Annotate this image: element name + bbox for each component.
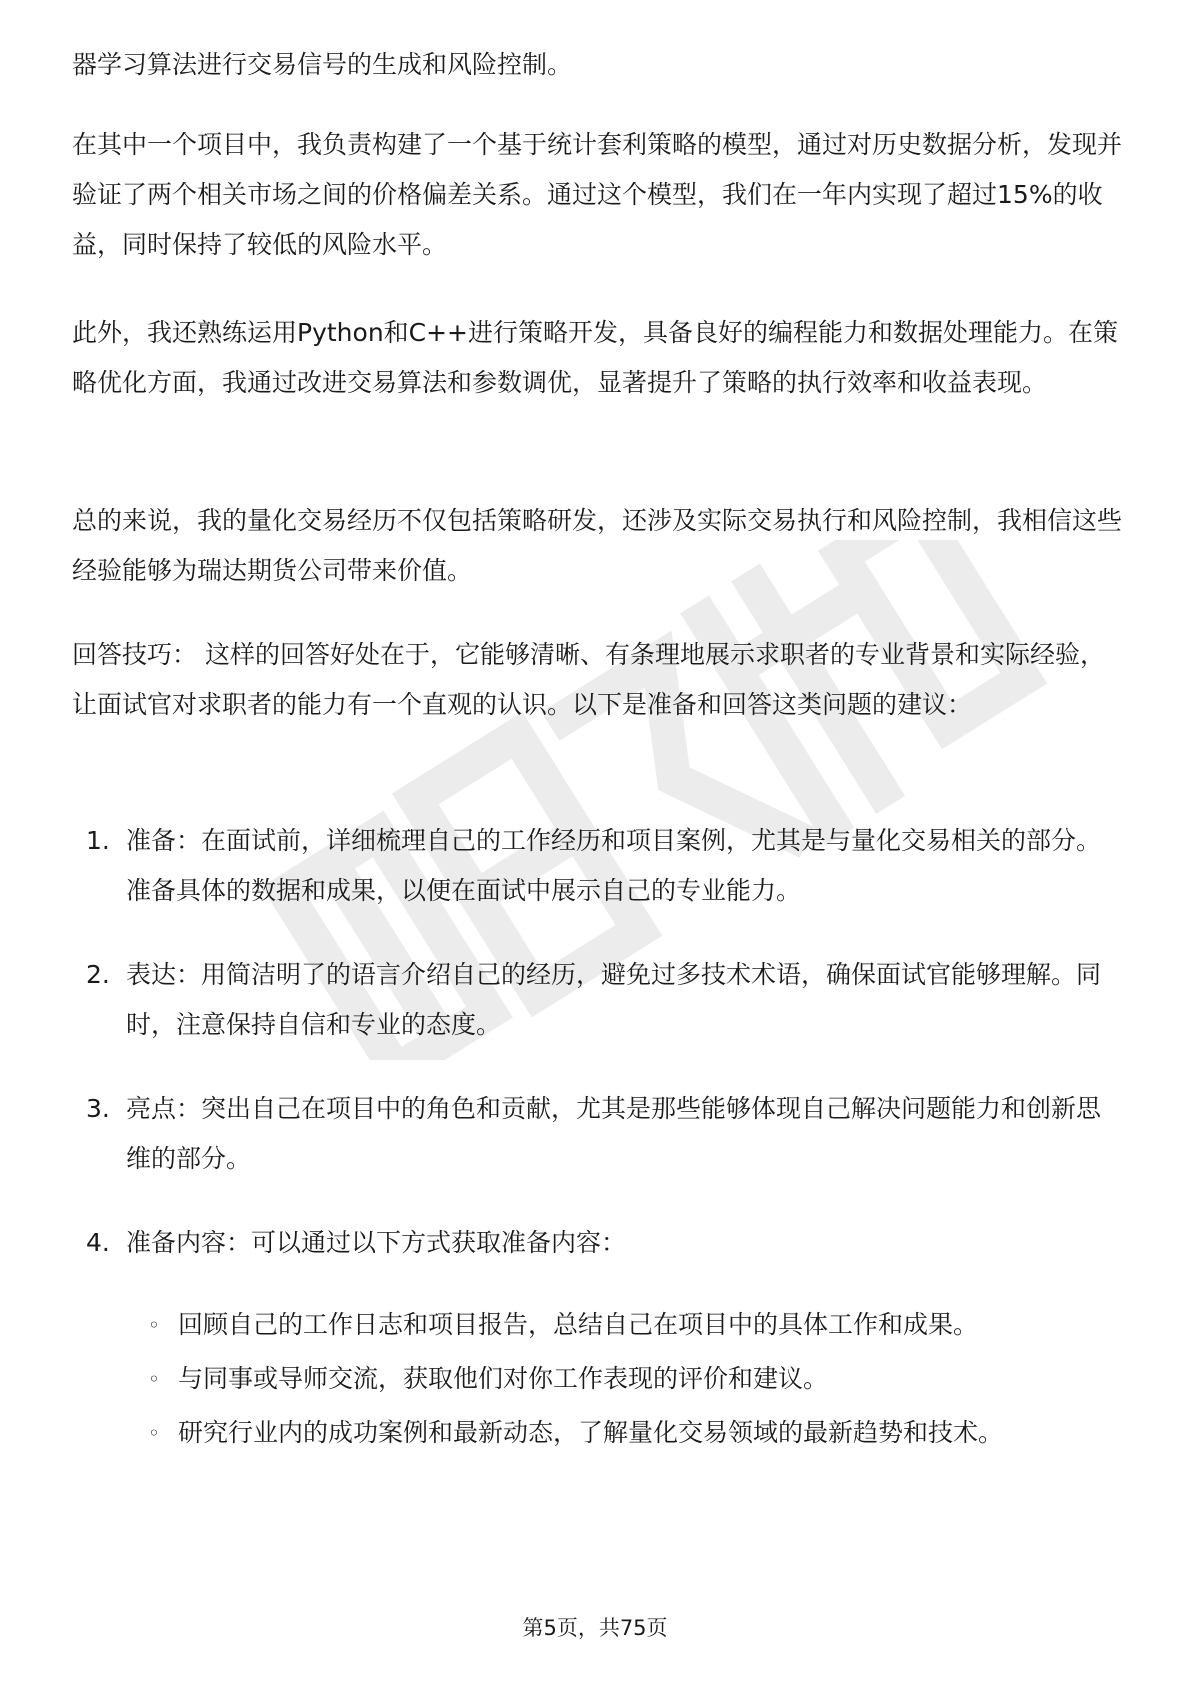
sub-list-item [148, 1354, 1088, 1404]
list-item-text: 表达：用简洁明了的语言介绍自己的经历，避免过多技术术语，确保面试官能够理解。同时，注意保持自信和专业的态度。 [126, 960, 1102, 1039]
sub-list-item-text: 与同事或导师交流，获取他们对你工作表现的评价和建议。 [178, 1364, 829, 1393]
sub-list-item-text: 回顾自己的工作日志和项目报告，总结自己在项目中的具体工作和成果。 [178, 1310, 979, 1339]
paragraph-project: 在其中一个项目中，我负责构建了一个基于统计套利策略的模型，通过对历史数据分析，发现并验证了两个相关市场之间的价格偏差关系。通过这个模型，我们在一年内实现了超过15%的收益，同时保持了较低的风险水平。 [72, 130, 1123, 259]
paragraph-skills: 此外，我还熟练运用Python和C++进行策略开发，具备良好的编程能力和数据处理能力。在策略优化方面，我通过改进交易算法和参数调优，显著提升了策略的执行效率和收益表现。 [72, 318, 1119, 397]
list-item [72, 950, 1122, 1050]
list-number: 4. [86, 1228, 110, 1257]
list-item [72, 1218, 1122, 1268]
paragraph-summary: 总的来说，我的量化交易经历不仅包括策略研发，还涉及实际交易执行和风险控制，我相信这些经验能够为瑞达期货公司带来价值。 [72, 506, 1123, 585]
page-number-footer: 第5页，共75页 [522, 1616, 668, 1640]
sub-list-item-text: 研究行业内的成功案例和最新动态，了解量化交易领域的最新趋势和技术。 [178, 1418, 1004, 1447]
list-number: 2. [86, 960, 110, 989]
sub-list-item [148, 1408, 1088, 1458]
list-item-text: 亮点：突出自己在项目中的角色和贡献，尤其是那些能够体现自己解决问题能力和创新思维的部分。 [126, 1094, 1102, 1173]
bullet-icon: ◦ [148, 1313, 160, 1337]
sub-list-item [148, 1300, 1088, 1350]
list-number: 3. [86, 1094, 110, 1123]
list-item [72, 816, 1122, 916]
paragraph-answer-tips: 回答技巧： 这样的回答好处在于，它能够清晰、有条理地展示求职者的专业背景和实际经验，让面试官对求职者的能力有一个直观的认识。以下是准备和回答这类问题的建议： [72, 640, 1105, 719]
list-number: 1. [86, 826, 110, 855]
list-item-text: 准备内容：可以通过以下方式获取准备内容： [126, 1228, 627, 1257]
list-item [72, 1084, 1122, 1184]
bullet-icon: ◦ [148, 1421, 160, 1445]
list-item-text: 准备：在面试前，详细梳理自己的工作经历和项目案例，尤其是与量化交易相关的部分。准备具体的数据和成果，以便在面试中展示自己的专业能力。 [126, 826, 1102, 905]
bullet-icon: ◦ [148, 1367, 160, 1391]
paragraph-intro-continuation: 器学习算法进行交易信号的生成和风险控制。 [72, 50, 573, 79]
